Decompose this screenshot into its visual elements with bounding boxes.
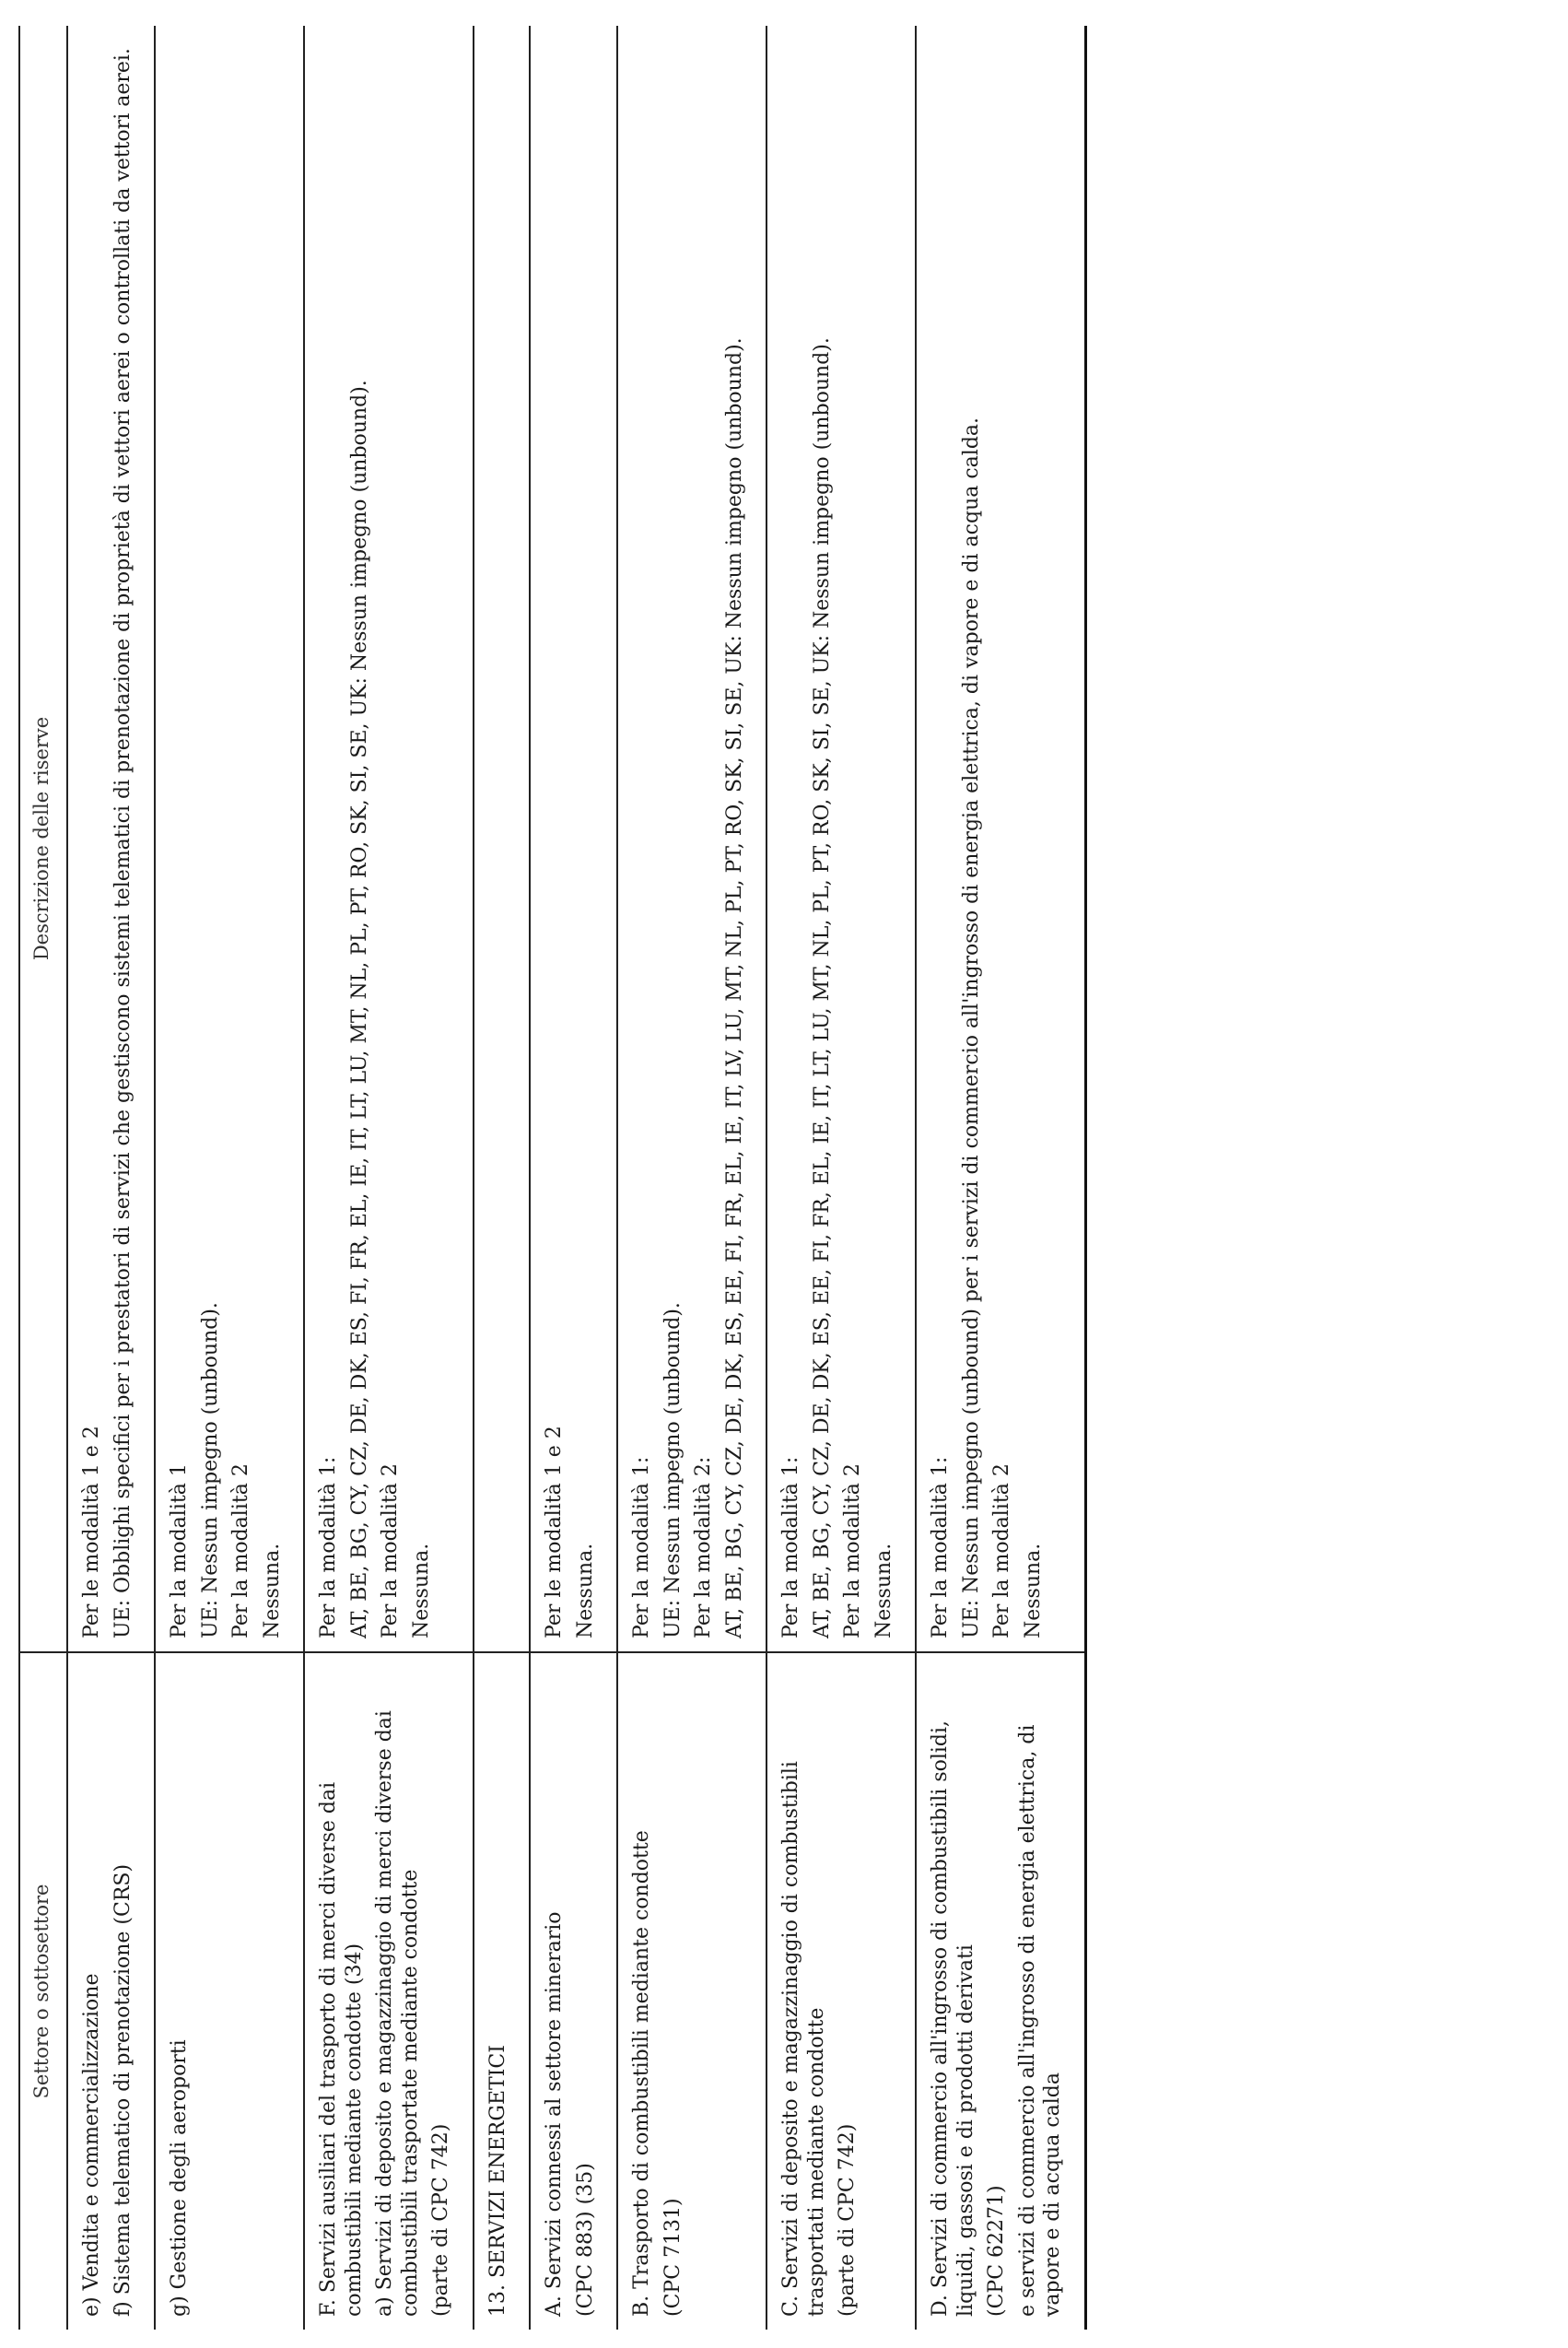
sector-cell	[67, 1652, 155, 2330]
table-row	[67, 26, 155, 2330]
sector-line: a) Servizi di deposito e magazzinaggio di merci diverse dai combustibili trasportate mediante condotte	[373, 1710, 422, 2317]
sector-line: A. Servizi connessi al settore minerario	[543, 1911, 567, 2317]
desc-line: Nessuna.	[260, 1543, 284, 1638]
sector-line: e) Vendita e commercializzazione	[80, 1973, 104, 2317]
desc-line: Per le modalità 1 e 2	[80, 1426, 104, 1638]
sector-line: f) Sistema telematico di prenotazione (CRS)	[111, 1863, 135, 2317]
sector-line: (parte di CPC 742)	[429, 2123, 453, 2317]
sector-cell	[304, 1652, 474, 2330]
sector-line: e servizi di commercio all'ingrosso di energia elettrica, di vapore e di acqua calda	[1015, 1724, 1065, 2317]
sector-line: D. Servizi di commercio all'ingrosso di combustibili solidi, liquidi, gassosi e di prodotti derivati	[929, 1720, 977, 2317]
desc-line: Per la modalità 2	[990, 1463, 1014, 1638]
sector-line: C. Servizi di deposito e magazzinaggio di combustibili trasportati mediante condotte	[779, 1761, 828, 2317]
desc-line: UE: Nessun impegno (unbound).	[661, 1302, 685, 1638]
table-row	[617, 26, 766, 2330]
table-row	[304, 26, 474, 2330]
desc-line: UE: Nessun impegno (unbound) per i servizi di commercio all'ingrosso di energia elettrica, di vapore e di acqua calda.	[959, 417, 983, 1638]
description-cell	[67, 26, 155, 1652]
sector-line: (CPC 883) (35)	[573, 2163, 597, 2317]
sector-line: B. Trasporto di combustibili mediante condotte	[630, 1830, 654, 2317]
desc-line: AT, BE, BG, CY, CZ, DE, DK, ES, FI, FR, EL, IE, IT, LT, LU, MT, NL, PL, PT, RO, SK, SI, SE, UK: Nessun impegno (unbound).	[347, 380, 371, 1638]
sector-line: F. Servizi ausiliari del trasporto di merci diverse dai combustibili mediante condotte (34)	[317, 1781, 366, 2317]
section-heading: 13. SERVIZI ENERGETICI	[486, 2045, 509, 2317]
table-row	[916, 26, 1085, 2330]
table-row	[530, 26, 617, 2330]
table-row	[155, 26, 304, 2330]
desc-line: Per la modalità 1:	[779, 1456, 803, 1638]
desc-line: AT, BE, BG, CY, CZ, DE, DK, ES, EE, FI, FR, EL, IE, IT, LV, LU, MT, NL, PL, PT, RO, SK, SI, SE, UK: Nessun impegno (unbound).	[722, 337, 746, 1638]
description-cell	[530, 26, 617, 1652]
sector-line: (CPC 7131)	[661, 2198, 685, 2317]
desc-line: Per la modalità 2	[229, 1463, 253, 1638]
desc-line: Per la modalità 2:	[692, 1456, 716, 1638]
desc-line: Nessuna.	[573, 1543, 597, 1638]
desc-line: Nessuna.	[1021, 1543, 1045, 1638]
description-cell	[916, 26, 1085, 1652]
sector-cell	[530, 1652, 617, 2330]
desc-line: Per la modalità 1	[168, 1463, 192, 1638]
description-cell	[474, 26, 531, 1652]
desc-line: Per la modalità 2	[379, 1463, 403, 1638]
table-header-row	[19, 26, 67, 2330]
sector-line: (parte di CPC 742)	[836, 2123, 860, 2317]
sector-cell	[155, 1652, 304, 2330]
desc-line: Nessuna.	[872, 1543, 895, 1638]
description-cell	[304, 26, 474, 1652]
sector-cell	[474, 1652, 531, 2330]
reservations-table	[18, 26, 1087, 2330]
desc-line: Per la modalità 1:	[630, 1456, 654, 1638]
desc-line: UE: Obblighi specifici per i prestatori di servizi che gestiscono sistemi telematici di prenotazione di proprietà di vettori aerei o controllati da vettori aerei.	[111, 48, 135, 1638]
desc-line: Per la modalità 1:	[317, 1456, 341, 1638]
desc-line: Per la modalità 2	[841, 1463, 865, 1638]
header-description: Descrizione delle riserve	[19, 26, 67, 1652]
sector-line: (CPC 62271)	[985, 2185, 1009, 2317]
desc-line: AT, BE, BG, CY, CZ, DE, DK, ES, EE, FI, FR, EL, IE, IT, LT, LU, MT, NL, PL, PT, RO, SK, SI, SE, UK: Nessun impegno (unbound).	[810, 337, 834, 1638]
sector-cell	[916, 1652, 1085, 2330]
sector-cell	[766, 1652, 916, 2330]
desc-line: Per la modalità 1:	[929, 1456, 953, 1638]
sector-cell	[617, 1652, 766, 2330]
desc-line: Per le modalità 1 e 2	[543, 1426, 567, 1638]
description-cell	[617, 26, 766, 1652]
table-row	[474, 26, 531, 2330]
header-sector: Settore o sottosettore	[19, 1652, 67, 2330]
table-row	[766, 26, 916, 2330]
sector-line: g) Gestione degli aeroporti	[168, 2039, 192, 2317]
description-cell	[766, 26, 916, 1652]
description-cell	[155, 26, 304, 1652]
desc-line: Nessuna.	[409, 1543, 433, 1638]
desc-line: UE: Nessun impegno (unbound).	[198, 1302, 222, 1638]
